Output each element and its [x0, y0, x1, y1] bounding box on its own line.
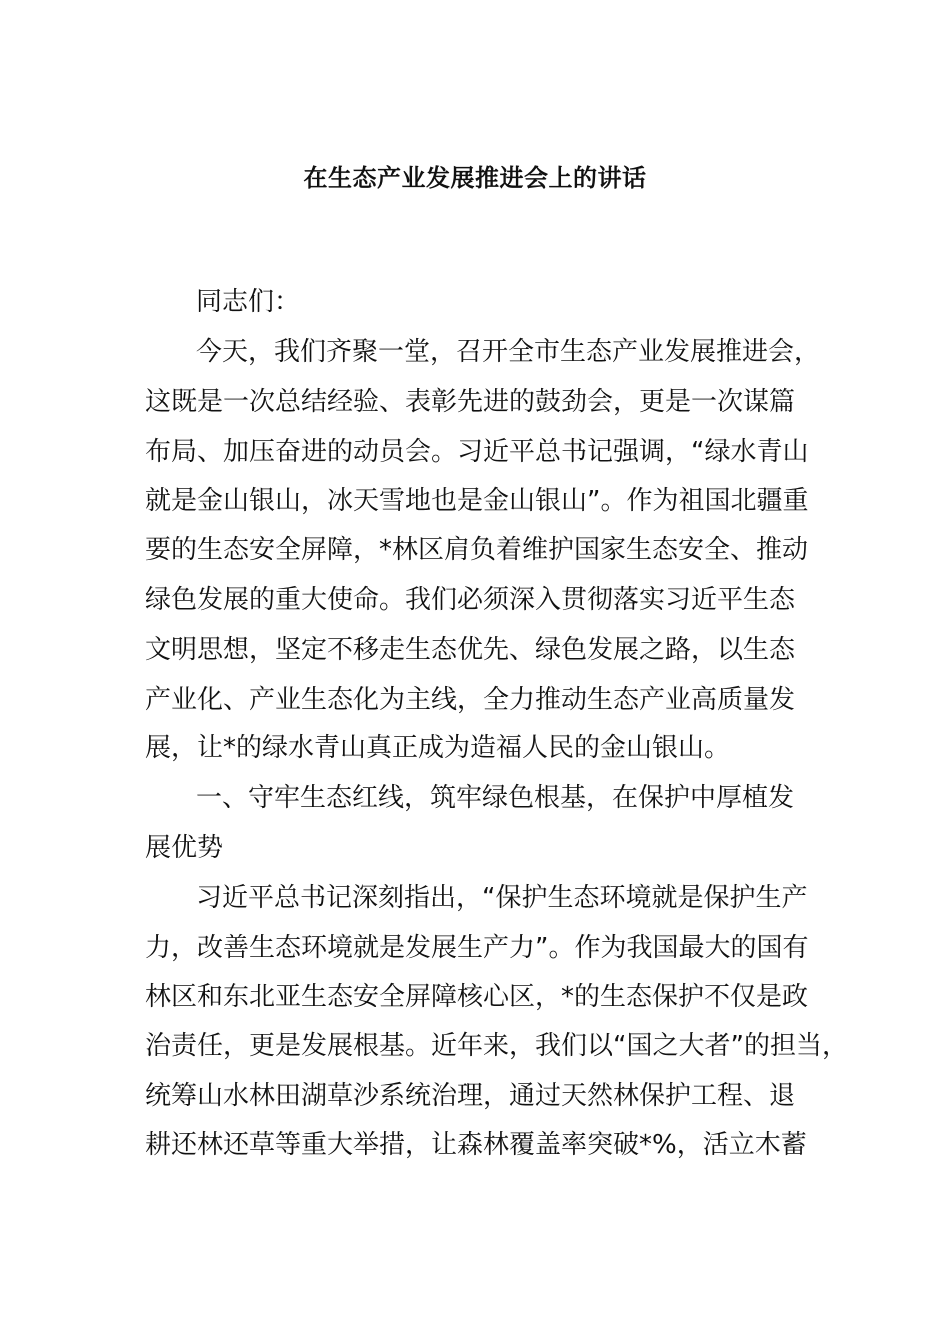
document-title: 在生态产业发展推进会上的讲话 — [303, 164, 647, 192]
paragraph-line: 统筹山水林田湖草沙系统治理，通过天然林保护工程、退 — [145, 1081, 796, 1111]
paragraph-line: 产业化、产业生态化为主线，全力推动生态产业高质量发 — [145, 685, 796, 715]
paragraph-line: 耕还林还草等重大举措，让森林覆盖率突破*%，活立木蓄 — [145, 1130, 807, 1160]
paragraph-line: 就是金山银山，冰天雪地也是金山银山”。作为祖国北疆重 — [145, 486, 809, 516]
paragraph-line: 习近平总书记深刻指出，“保护生态环境就是保护生产 — [196, 883, 808, 913]
paragraph-line: 林区和东北亚生态安全屏障核心区，*的生态保护不仅是政 — [145, 982, 809, 1012]
paragraph-line: 布局、加压奋进的动员会。习近平总书记强调，“绿水青山 — [145, 437, 809, 467]
salutation-line: 同志们： — [196, 287, 301, 317]
section-heading-line: 一、守牢生态红线，筑牢绿色根基，在保护中厚植发 — [196, 783, 795, 813]
paragraph-line: 展，让*的绿水青山真正成为造福人民的金山银山。 — [145, 733, 731, 763]
section-heading-line: 展优势 — [145, 833, 224, 863]
paragraph-line: 要的生态安全屏障，*林区肩负着维护国家生态安全、推动 — [145, 535, 809, 565]
paragraph-line: 这既是一次总结经验、表彰先进的鼓劲会，更是一次谋篇 — [145, 387, 796, 417]
paragraph-line: 文明思想，坚定不移走生态优先、绿色发展之路，以生态 — [145, 635, 796, 665]
paragraph-line: 今天，我们齐聚一堂，召开全市生态产业发展推进会， — [196, 337, 821, 367]
paragraph-line: 绿色发展的重大使命。我们必须深入贯彻落实习近平生态 — [145, 585, 796, 615]
paragraph-line: 治责任，更是发展根基。近年来，我们以“国之大者”的担当， — [145, 1031, 848, 1061]
paragraph-line: 力，改善生态环境就是发展生产力”。作为我国最大的国有 — [145, 933, 809, 963]
